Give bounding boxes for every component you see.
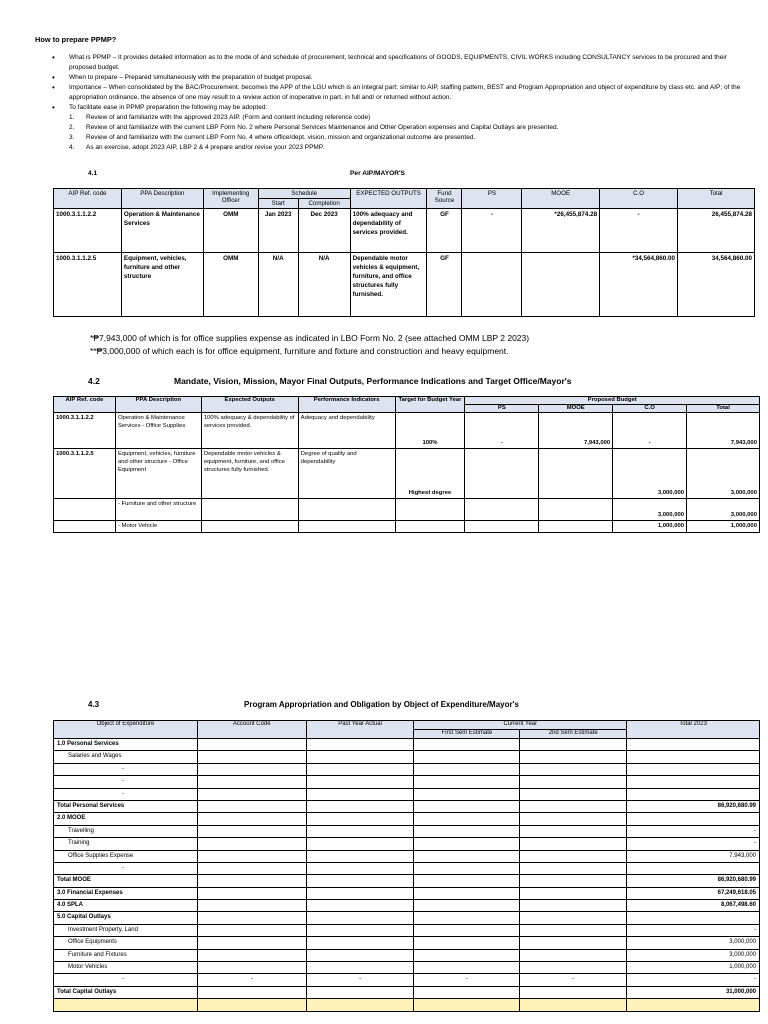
cell-acct: [197, 850, 306, 862]
cell-total: 31,000,000: [627, 986, 760, 998]
step-item: [69, 113, 752, 123]
cell-total: 1,000,000: [627, 962, 760, 974]
cell-co: 3,000,000: [613, 449, 687, 499]
cell-total: -: [627, 924, 760, 936]
col-header-target: Target for Budget Year: [395, 397, 465, 413]
cell-total: 3,000,000: [627, 937, 760, 949]
cell-acct: [197, 924, 306, 936]
cell-total: -: [627, 838, 760, 850]
cell-second: [520, 986, 627, 998]
cell-first: [414, 912, 520, 924]
cell-aip: 1000.3.1.1.2.5: [54, 449, 116, 499]
cell-second: [520, 813, 627, 825]
cell-past: [306, 800, 414, 812]
cell-obj: [54, 999, 198, 1011]
cell-second: -: [520, 974, 627, 986]
cell-ppa: Equipment, vehicles, furniture and other structure - Office Equipment: [115, 449, 201, 499]
cell-total: 3,000,000: [687, 449, 760, 499]
table-row: [54, 209, 755, 253]
cell-past: [306, 986, 414, 998]
cell-perf: Degree of quality and dependability: [298, 449, 395, 499]
cell-obj: Motor Vehicles: [54, 962, 198, 974]
cell-second: [520, 751, 627, 763]
cell-obj: -: [54, 862, 198, 874]
table-row: [54, 499, 760, 521]
cell-obj: Investment Property, Land: [54, 924, 198, 936]
cell-ps: [465, 521, 539, 533]
cell-acct: [197, 949, 306, 961]
cell-past: [306, 999, 414, 1011]
cell-target: Highest degree: [395, 449, 465, 499]
cell-ps: [462, 253, 522, 317]
bullet-item: • Importance – When consolidated by the BAC/Procurement, becomes the APP of the LGU which is an integral part; similar to AIP, staffing pattern, BEST and Program Appropriation and object of expenditure by class etc. and AIP; of the appropriation ordinance, the absence of one may result to a review action of inoperative in part, in full and/ or returned without action.: [52, 83, 752, 103]
cell-past: [306, 924, 414, 936]
table-row: [54, 986, 760, 998]
table-row: [54, 949, 760, 961]
cell-mooe: [539, 449, 613, 499]
footnote: **₱3,000,000 of which each is for office equipment, furniture and fixture and construction and heavy equipment.: [90, 346, 509, 356]
footnote: *₱7,943,000 of which is for office supplies expense as indicated in LBO Form No. 2 (see attached OMM LBP 2 2023): [90, 333, 530, 343]
cell-obj: 5.0 Capital Outlays: [54, 912, 198, 924]
cell-ppa: - Furniture and other structure: [115, 499, 201, 521]
col-header-expected: EXPECTED OUTPUTS: [350, 189, 427, 209]
cell-co: -: [600, 209, 678, 253]
cell-acct: [197, 862, 306, 874]
col-header-co: C.O: [613, 405, 687, 413]
cell-acct: [197, 999, 306, 1011]
cell-expected: 100% adequacy & dependability of services provided.: [201, 413, 298, 449]
col-header-completion: Completion: [298, 199, 350, 209]
section-4-2-title: Mandate, Vision, Mission, Mayor Final Outputs, Performance Indications and Target Office/Mayor's: [174, 376, 572, 386]
cell-second: [520, 838, 627, 850]
cell-first: [414, 986, 520, 998]
cell-past: [306, 887, 414, 899]
cell-ps: [465, 499, 539, 521]
cell-obj: 1.0 Personal Services: [54, 739, 198, 751]
cell-first: [414, 999, 520, 1011]
bullet-text: To facilitate ease in PPMP preparation the following may be adopted:: [69, 104, 268, 111]
cell-fund: GF: [427, 253, 462, 317]
table-row: [54, 253, 755, 317]
step-number: 4.: [69, 144, 75, 151]
col-header-performance: Performance Indicators: [298, 397, 395, 413]
step-text: Review of and familiarize with the current LBP Form No. 2 where Personal Services Maintenance and Other Operation expenses and Capital Outlays are presented.: [86, 124, 559, 131]
cell-expected: Dependable motor vehicles & equipment, furniture, and office structures fully furnished.: [201, 449, 298, 499]
cell-first: [414, 924, 520, 936]
cell-expected: 100% adequacy and dependability of services provided.: [350, 209, 427, 253]
cell-first: -: [414, 974, 520, 986]
cell-mooe: [522, 253, 600, 317]
cell-second: [520, 900, 627, 912]
cell-acct: [197, 813, 306, 825]
cell-perf: Adequacy and dependability: [298, 413, 395, 449]
cell-first: [414, 962, 520, 974]
cell-acct: [197, 800, 306, 812]
cell-obj: -: [54, 776, 198, 788]
cell-second: [520, 937, 627, 949]
bullet-item: • What is PPMP – It provides detailed information as to the mode of and schedule of procurement, technical and specifications of GOODS, EQUIPMENTS, CIVIL WORKS including CONSULTANCY services to be procured and their proposed budget.: [52, 53, 752, 73]
cell-acct: [197, 962, 306, 974]
col-header-account-code: Account Code: [197, 721, 306, 739]
cell-first: [414, 813, 520, 825]
col-header-current-year: Current Year: [414, 721, 627, 730]
cell-second: [520, 887, 627, 899]
table-row: [54, 962, 760, 974]
intro-bullets: [52, 53, 752, 153]
cell-acct: [197, 838, 306, 850]
cell-target: 100%: [395, 413, 465, 449]
cell-past: [306, 813, 414, 825]
cell-ps: [465, 449, 539, 499]
table-row: [54, 912, 760, 924]
cell-acct: [197, 900, 306, 912]
step-item: [69, 133, 752, 143]
cell-acct: [197, 912, 306, 924]
col-header-aip: AIP Ref. code: [54, 189, 122, 209]
cell-first: [414, 937, 520, 949]
cell-total: 86,920,680.99: [627, 800, 760, 812]
table-row: [54, 937, 760, 949]
cell-mooe: [539, 499, 613, 521]
mandate-table: [53, 396, 760, 533]
table-row: [54, 449, 760, 499]
table-row: [54, 862, 760, 874]
cell-first: [414, 751, 520, 763]
cell-target: [395, 499, 465, 521]
cell-fund: GF: [427, 209, 462, 253]
col-header-ps: PS: [462, 189, 522, 209]
cell-total: 3,000,000: [627, 949, 760, 961]
cell-start: Jan 2023: [258, 209, 298, 253]
step-item: [69, 123, 752, 133]
cell-first: [414, 776, 520, 788]
cell-acct: [197, 887, 306, 899]
col-header-implementing: Implementing Officer: [203, 189, 258, 209]
cell-expected: [201, 521, 298, 533]
footnotes: [90, 332, 529, 358]
cell-co: 1,000,000: [613, 521, 687, 533]
cell-obj: -: [54, 788, 198, 800]
cell-first: [414, 850, 520, 862]
step-number: 3.: [69, 134, 75, 141]
section-4-1-number: 4.1: [88, 170, 98, 177]
cell-target: [395, 521, 465, 533]
table-row: [54, 788, 760, 800]
cell-ppa: Operation & Maintenance Services - Office Supplies: [115, 413, 201, 449]
cell-obj: Total Capital Outlays: [54, 986, 198, 998]
bullet-item: • When to prepare – Prepared simultaneously with the preparation of budget proposal.: [52, 73, 752, 83]
cell-past: [306, 900, 414, 912]
cell-acct: [197, 763, 306, 775]
cell-first: [414, 788, 520, 800]
cell-obj: Total Personal Services: [54, 800, 198, 812]
cell-past: [306, 838, 414, 850]
cell-first: [414, 887, 520, 899]
col-header-co: C.O: [600, 189, 678, 209]
cell-first: [414, 900, 520, 912]
cell-aip: 1000.3.1.1.2.5: [54, 253, 122, 317]
aip-table: [53, 188, 755, 317]
col-header-proposed: Proposed Budget: [465, 397, 760, 405]
cell-total: [627, 751, 760, 763]
bullet-item: [52, 103, 752, 153]
cell-obj: Travelling: [54, 825, 198, 837]
cell-ps: -: [462, 209, 522, 253]
cell-acct: [197, 986, 306, 998]
cell-aip: 1000.3.1.1.2.2: [54, 209, 122, 253]
table-row: [54, 413, 760, 449]
table-row: [54, 838, 760, 850]
col-header-ppa: PPA Description: [115, 397, 201, 413]
col-header-total: Total: [678, 189, 755, 209]
cell-aip: 1000.3.1.1.2.2: [54, 413, 116, 449]
cell-expected: [201, 499, 298, 521]
cell-past: [306, 776, 414, 788]
table-row: [54, 813, 760, 825]
col-header-total-2023: Total 2023: [627, 721, 760, 739]
cell-second: [520, 763, 627, 775]
table-row: [54, 999, 760, 1011]
cell-obj: 3.0 Financial Expenses: [54, 887, 198, 899]
cell-second: [520, 962, 627, 974]
col-header-ps: PS: [465, 405, 539, 413]
cell-obj: 2.0 MOOE: [54, 813, 198, 825]
table-row: [54, 825, 760, 837]
cell-perf: [298, 521, 395, 533]
cell-perf: [298, 499, 395, 521]
cell-total: -: [627, 825, 760, 837]
cell-first: [414, 739, 520, 751]
cell-total: 7,943,000: [627, 850, 760, 862]
page-heading: How to prepare PPMP?: [35, 35, 117, 44]
col-header-mooe: MOOE: [522, 189, 600, 209]
cell-first: [414, 838, 520, 850]
cell-obj: Training: [54, 838, 198, 850]
cell-acct: [197, 875, 306, 887]
steps-list: [69, 113, 752, 153]
cell-obj: Office Supplies Expense: [54, 850, 198, 862]
cell-second: [520, 875, 627, 887]
cell-completion: N/A: [298, 253, 350, 317]
table-row: [54, 887, 760, 899]
cell-past: [306, 751, 414, 763]
cell-total: 1,000,000: [687, 521, 760, 533]
cell-mooe: *26,455,874.28: [522, 209, 600, 253]
cell-second: [520, 776, 627, 788]
cell-total: 26,455,874.28: [678, 209, 755, 253]
cell-past: -: [306, 974, 414, 986]
cell-second: [520, 800, 627, 812]
col-header-ppa: PPA Description: [121, 189, 203, 209]
cell-second: [520, 825, 627, 837]
step-text: As an exercise, adopt 2023 AIP, LBP 2 & 4 prepare and/or revise your 2023 PPMP.: [86, 144, 325, 151]
cell-total: [627, 788, 760, 800]
section-4-1-title: Per AIP/MAYOR'S: [350, 170, 405, 177]
cell-total: -: [627, 974, 760, 986]
section-4-2-number: 4.2: [88, 376, 100, 386]
cell-impl: OMM: [203, 253, 258, 317]
table-row: [54, 739, 760, 751]
cell-second: [520, 862, 627, 874]
table-row: [54, 776, 760, 788]
cell-first: [414, 875, 520, 887]
cell-past: [306, 739, 414, 751]
table-row: [54, 763, 760, 775]
cell-total: 3,000,000: [687, 499, 760, 521]
cell-total: 7,943,000: [687, 413, 760, 449]
table-row: [54, 800, 760, 812]
cell-ppa: - Motor Vehicle: [115, 521, 201, 533]
table-row: [54, 924, 760, 936]
cell-expected: Dependable motor vehicles & equipment, furniture, and office structures fully furnished.: [350, 253, 427, 317]
cell-acct: [197, 788, 306, 800]
col-header-total: Total: [687, 405, 760, 413]
cell-past: [306, 949, 414, 961]
cell-mooe: 7,943,000: [539, 413, 613, 449]
cell-first: [414, 763, 520, 775]
cell-first: [414, 825, 520, 837]
cell-obj: Furniture and Fixtures: [54, 949, 198, 961]
cell-co: *34,564,860.00: [600, 253, 678, 317]
cell-first: [414, 800, 520, 812]
cell-past: [306, 763, 414, 775]
cell-total: [627, 999, 760, 1011]
cell-ppa: Equipment, vehicles, furniture and other structure: [121, 253, 203, 317]
cell-acct: [197, 739, 306, 751]
col-header-past-year: Past Year Actual: [306, 721, 414, 739]
cell-impl: OMM: [203, 209, 258, 253]
appropriation-rows: [54, 739, 760, 1012]
cell-acct: [197, 825, 306, 837]
col-header-object: Object of Expenditure: [54, 721, 198, 739]
col-header-fund: Fund Source: [427, 189, 462, 209]
cell-second: [520, 739, 627, 751]
cell-completion: Dec 2023: [298, 209, 350, 253]
cell-first: [414, 949, 520, 961]
step-item: [69, 143, 752, 153]
cell-acct: [197, 937, 306, 949]
cell-ppa: Operation & Maintenance Services: [121, 209, 203, 253]
cell-total: [627, 813, 760, 825]
cell-mooe: [539, 521, 613, 533]
cell-co: 3,000,000: [613, 499, 687, 521]
cell-total: [627, 912, 760, 924]
cell-second: [520, 788, 627, 800]
cell-start: N/A: [258, 253, 298, 317]
cell-co: -: [613, 413, 687, 449]
appropriation-table: [53, 720, 760, 1012]
cell-second: [520, 924, 627, 936]
cell-ps: -: [465, 413, 539, 449]
cell-second: [520, 912, 627, 924]
cell-acct: [197, 776, 306, 788]
step-text: Review of and familiarize with the approved 2023 AIP. (Form and content including reference code): [86, 114, 371, 121]
cell-first: [414, 862, 520, 874]
col-header-first-sem: First Sem Estimate: [414, 730, 520, 739]
section-4-3-title: Program Appropriation and Obligation by Object of Expenditure/Mayor's: [244, 700, 519, 709]
cell-past: [306, 850, 414, 862]
cell-total: [627, 776, 760, 788]
cell-total: [627, 763, 760, 775]
cell-past: [306, 912, 414, 924]
col-header-schedule: Schedule: [258, 189, 350, 199]
col-header-start: Start: [258, 199, 298, 209]
step-number: 1.: [69, 114, 75, 121]
table-row: [54, 850, 760, 862]
cell-total: [627, 862, 760, 874]
table-row: [54, 521, 760, 533]
cell-total: 8,067,498.60: [627, 900, 760, 912]
cell-obj: Salaries and Wages: [54, 751, 198, 763]
cell-acct: -: [197, 974, 306, 986]
cell-obj: -: [54, 763, 198, 775]
cell-second: [520, 850, 627, 862]
cell-obj: 4.0 SPLA: [54, 900, 198, 912]
table-row: [54, 875, 760, 887]
col-header-expected: Expected Outputs: [201, 397, 298, 413]
cell-past: [306, 862, 414, 874]
table-row: [54, 974, 760, 986]
cell-second: [520, 949, 627, 961]
cell-total: 34,564,860.00: [678, 253, 755, 317]
cell-total: [627, 739, 760, 751]
col-header-second-sem: 2nd Sem Estimate: [520, 730, 627, 739]
cell-obj: Total MOOE: [54, 875, 198, 887]
cell-total: 86,920,680.99: [627, 875, 760, 887]
table-row: [54, 751, 760, 763]
col-header-aip: AIP Ref. code: [54, 397, 116, 413]
cell-aip: [54, 521, 116, 533]
cell-past: [306, 788, 414, 800]
cell-past: [306, 937, 414, 949]
cell-total: 67,249,618.05: [627, 887, 760, 899]
cell-obj: Office Equipments: [54, 937, 198, 949]
section-4-3-number: 4.3: [88, 700, 100, 709]
cell-aip: [54, 499, 116, 521]
cell-second: [520, 999, 627, 1011]
table-row: [54, 900, 760, 912]
step-text: Review of and familiarize with the current LBP Form No. 4 where office/dept. vision, mission and organizational outcome are presented.: [86, 134, 476, 141]
cell-acct: [197, 751, 306, 763]
cell-obj: -: [54, 974, 198, 986]
cell-past: [306, 962, 414, 974]
col-header-mooe: MOOE: [539, 405, 613, 413]
cell-past: [306, 875, 414, 887]
step-number: 2.: [69, 124, 75, 131]
cell-past: [306, 825, 414, 837]
